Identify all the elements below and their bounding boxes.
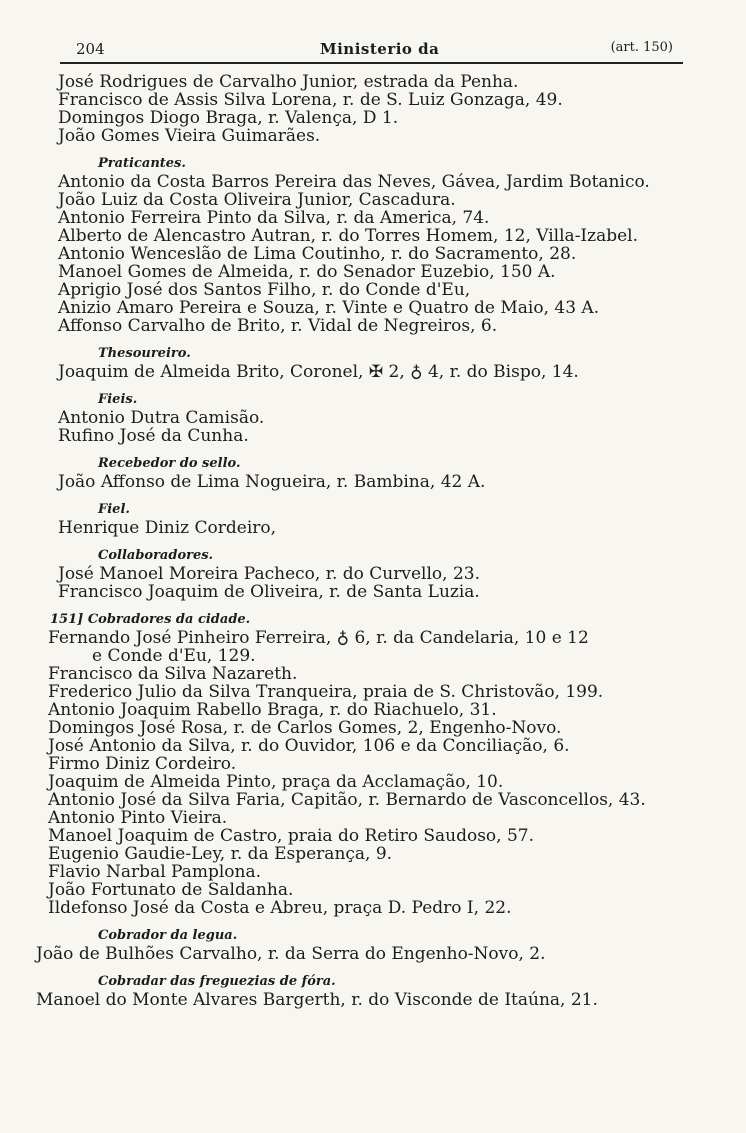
section-heading: Collaboradores.	[98, 548, 214, 563]
directory-entry: Francisco de Assis Silva Lorena, r. de S. Luiz Gonzaga, 49.	[58, 90, 563, 110]
directory-entry: Flavio Narbal Pamplona.	[48, 862, 262, 882]
section-heading: Fiel.	[98, 502, 130, 517]
directory-entry: Frederico Julio da Silva Tranqueira, praia de S. Christovão, 199.	[48, 682, 604, 702]
directory-entry: Henrique Diniz Cordeiro,	[58, 518, 277, 538]
directory-entry: Ildefonso José da Costa e Abreu, praça D. Pedro I, 22.	[48, 898, 512, 918]
directory-entry: João Luiz da Costa Oliveira Junior, Cascadura.	[58, 190, 456, 210]
directory-entry: Domingos Diogo Braga, r. Valença, D 1.	[58, 108, 399, 128]
directory-entry: João Fortunato de Saldanha.	[48, 880, 294, 900]
section-heading: Recebedor do sello.	[98, 456, 241, 471]
directory-entry: Anizio Amaro Pereira e Souza, r. Vinte e Quatro de Maio, 43 A.	[58, 298, 600, 318]
directory-entry: Rufino José da Cunha.	[58, 426, 249, 446]
directory-entry: Manoel do Monte Alvares Bargerth, r. do Visconde de Itaúna, 21.	[36, 990, 598, 1010]
directory-entry: Fernando José Pinheiro Ferreira, ♁ 6, r. da Candelaria, 10 e 12	[48, 628, 589, 648]
directory-entry: Francisco da Silva Nazareth.	[48, 664, 298, 684]
directory-entry: Antonio José da Silva Faria, Capitão, r. Bernardo de Vasconcellos, 43.	[48, 790, 646, 810]
section-heading: 151] Cobradores da cidade.	[50, 612, 251, 627]
directory-entry: Aprigio José dos Santos Filho, r. do Conde d'Eu,	[58, 280, 471, 300]
page-header	[60, 40, 683, 64]
directory-entry: e Conde d'Eu, 129.	[92, 646, 256, 666]
directory-entry: Domingos José Rosa, r. de Carlos Gomes, 2, Engenho-Novo.	[48, 718, 562, 738]
directory-entry: Antonio Joaquim Rabello Braga, r. do Riachuelo, 31.	[48, 700, 497, 720]
directory-entry: José Manoel Moreira Pacheco, r. do Curvello, 23.	[58, 564, 480, 584]
directory-entry: Antonio Wenceslão de Lima Coutinho, r. do Sacramento, 28.	[58, 244, 577, 264]
directory-entry: José Antonio da Silva, r. do Ouvidor, 106 e da Conciliação, 6.	[48, 736, 570, 756]
section-heading: Praticantes.	[98, 156, 186, 171]
article-reference: (art. 150)	[610, 40, 673, 55]
directory-entry: Francisco Joaquim de Oliveira, r. de Santa Luzia.	[58, 582, 480, 602]
directory-entry: João Gomes Vieira Guimarães.	[58, 126, 321, 146]
section-heading: Cobradar das freguezias de fóra.	[98, 974, 336, 989]
section-heading: Thesoureiro.	[98, 346, 191, 361]
directory-entry: Joaquim de Almeida Brito, Coronel, ✠ 2, ♁ 4, r. do Bispo, 14.	[58, 362, 579, 382]
directory-entry: João Affonso de Lima Nogueira, r. Bambina, 42 A.	[58, 472, 486, 492]
directory-entry: Eugenio Gaudie-Ley, r. da Esperança, 9.	[48, 844, 393, 864]
section-heading: Fieis.	[98, 392, 138, 407]
directory-entry: Affonso Carvalho de Brito, r. Vidal de Negreiros, 6.	[58, 316, 498, 336]
directory-entry: José Rodrigues de Carvalho Junior, estrada da Penha.	[58, 72, 519, 92]
directory-entry: Manoel Gomes de Almeida, r. do Senador Euzebio, 150 A.	[58, 262, 556, 282]
section-heading: Cobrador da legua.	[98, 928, 238, 943]
directory-entry: Antonio Ferreira Pinto da Silva, r. da America, 74.	[58, 208, 490, 228]
directory-entry: Joaquim de Almeida Pinto, praça da Acclamação, 10.	[48, 772, 504, 792]
directory-entry: Antonio Pinto Vieira.	[48, 808, 228, 828]
directory-entry: Antonio Dutra Camisão.	[58, 408, 265, 428]
directory-entry: Antonio da Costa Barros Pereira das Neves, Gávea, Jardim Botanico.	[58, 172, 650, 192]
directory-entry: Alberto de Alencastro Autran, r. do Torres Homem, 12, Villa-Izabel.	[58, 226, 639, 246]
directory-entry: Manoel Joaquim de Castro, praia do Retiro Saudoso, 57.	[48, 826, 535, 846]
directory-entry: Firmo Diniz Cordeiro.	[48, 754, 237, 774]
running-title: Ministerio da	[320, 40, 440, 58]
page-number: 204	[76, 40, 105, 58]
directory-entry: João de Bulhões Carvalho, r. da Serra do Engenho-Novo, 2.	[36, 944, 546, 964]
